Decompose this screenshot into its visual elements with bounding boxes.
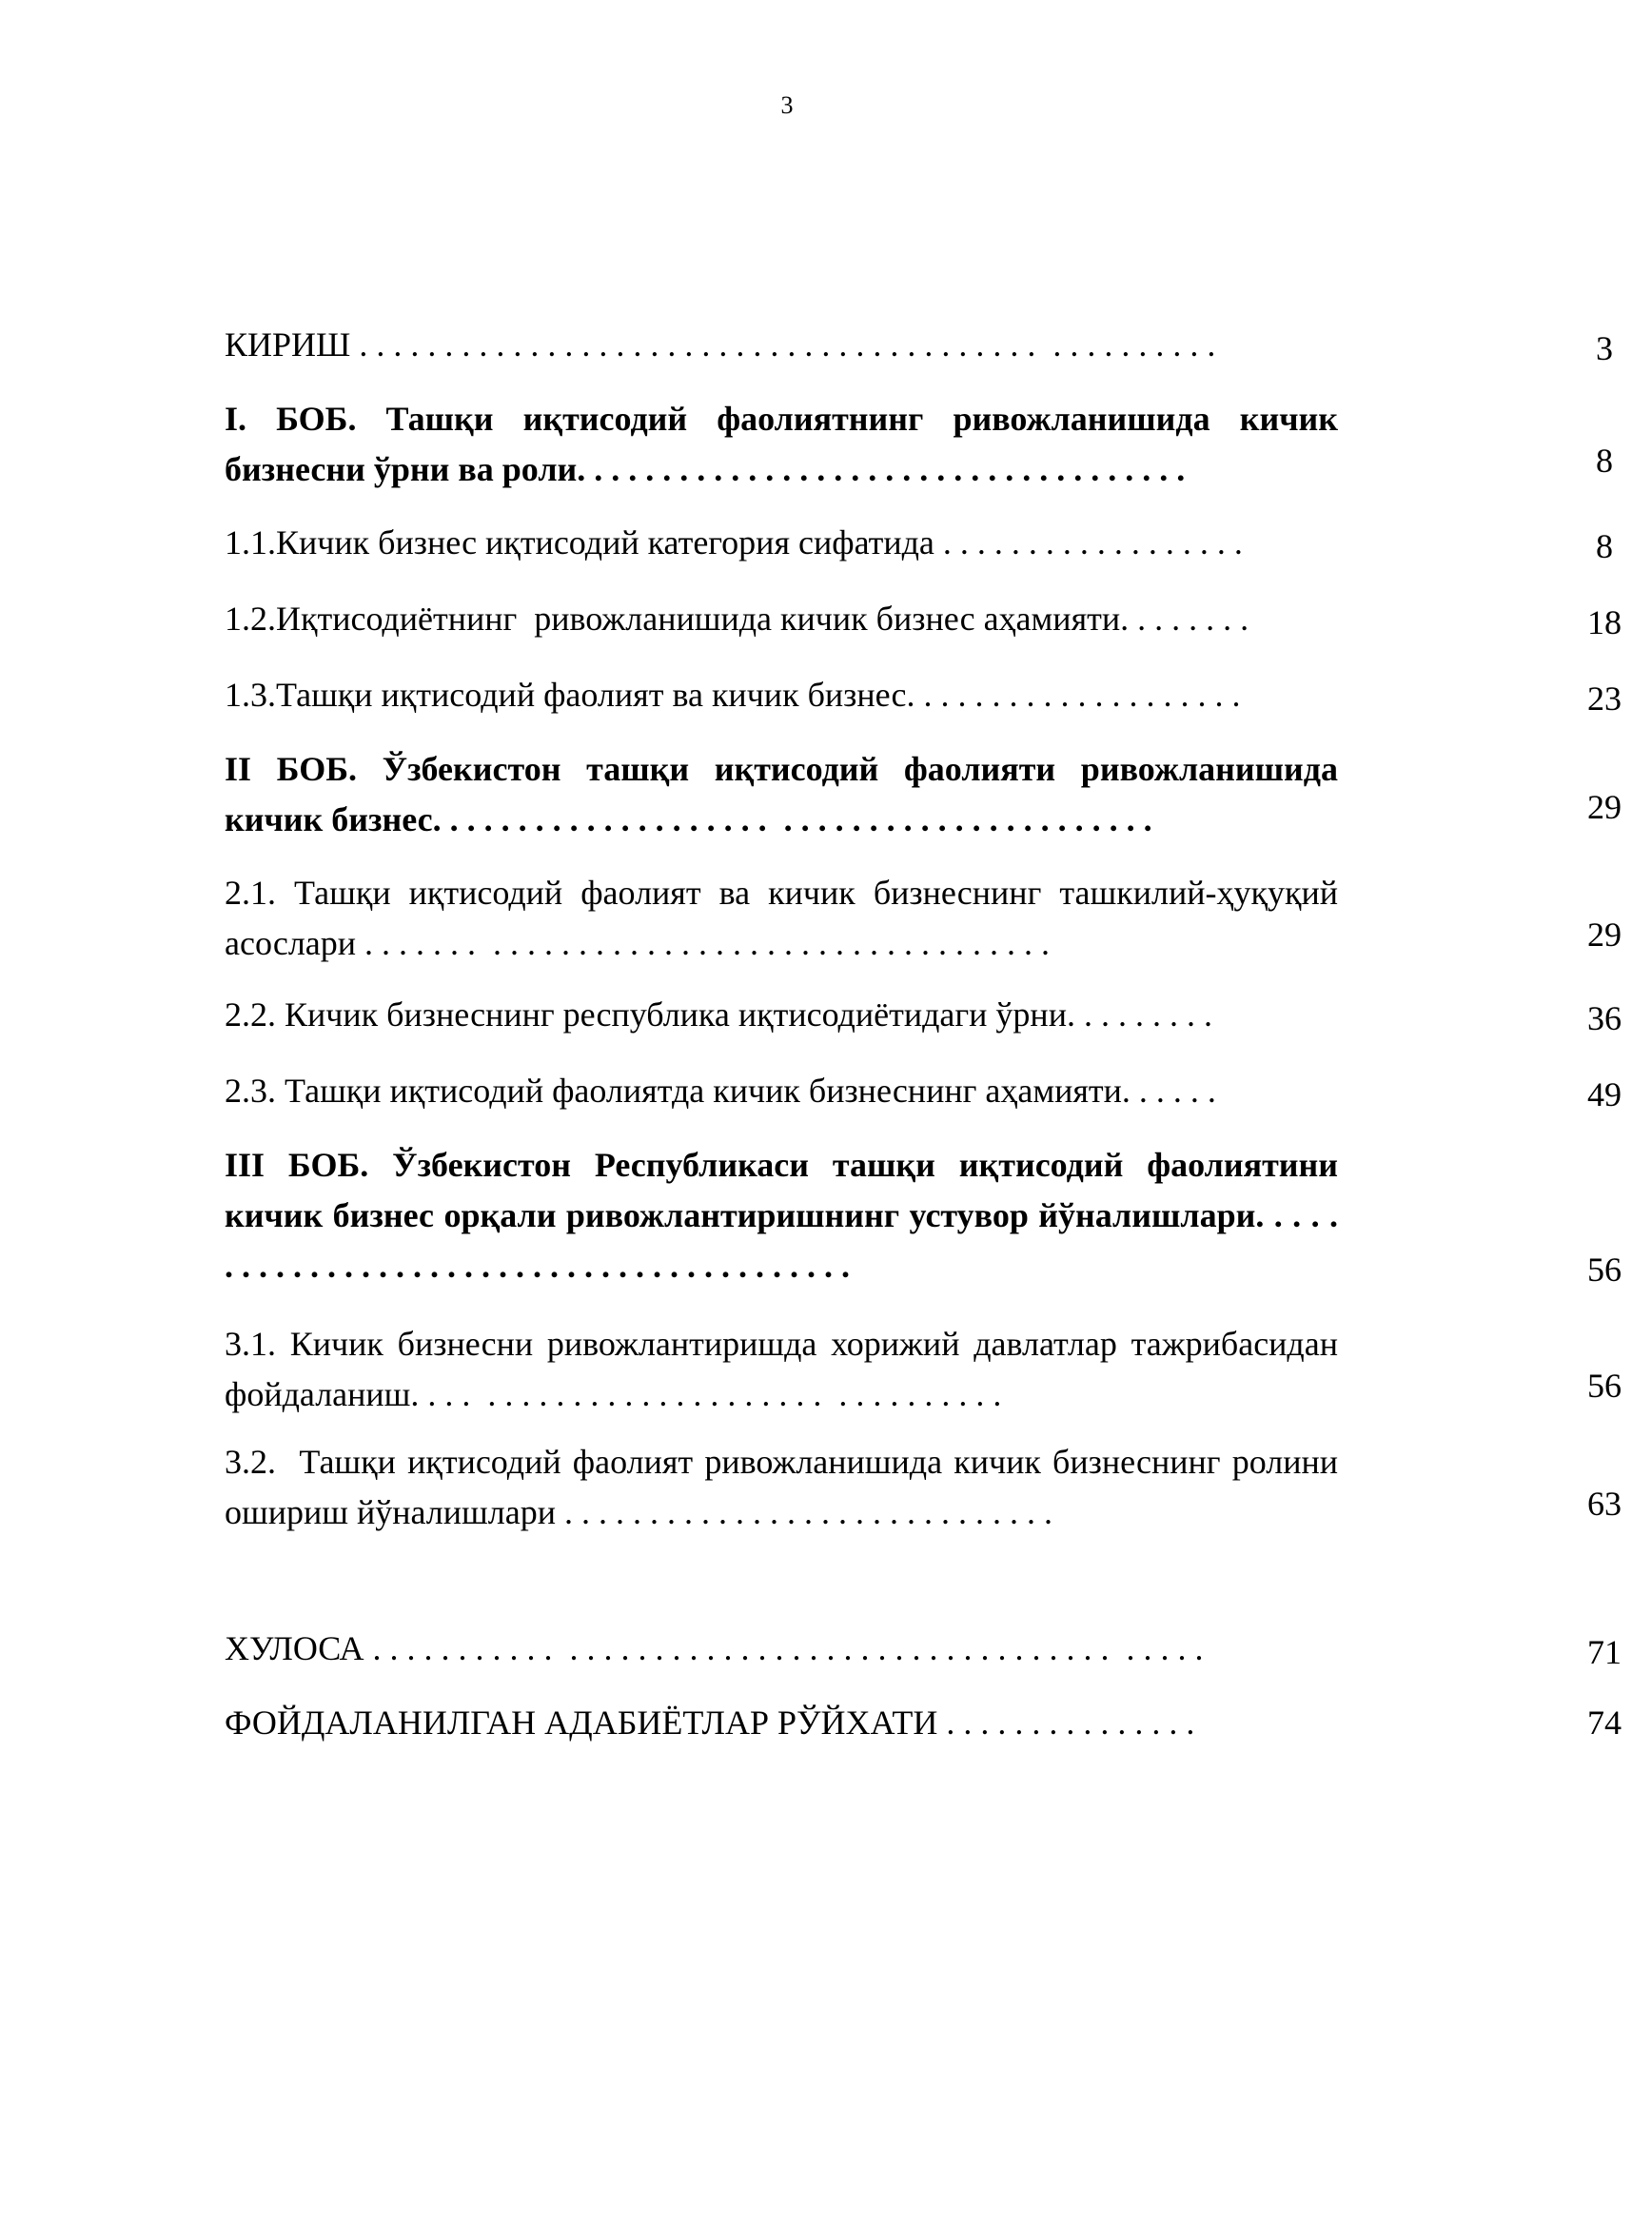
toc-entry-title: 3.2. Ташқи иқтисодий фаолият ривожланишида кичик бизнеснинг ролини ошириш йўналишлари . . . . . . . . . . . . . . . . . . . . . . . . . . . . .: [225, 1443, 1347, 1531]
toc-entry-page: 29: [1587, 788, 1622, 826]
toc-entry-page: 71: [1587, 1633, 1622, 1671]
toc-entry-page: 63: [1587, 1485, 1622, 1523]
toc-entry-chapter-2: [225, 744, 1622, 845]
toc-entry-title: 2.3. Ташқи иқтисодий фаолиятда кичик бизнеснинг аҳамияти. . . . . .: [225, 1072, 1216, 1110]
toc-entry-section-3-2: [225, 1437, 1622, 1538]
toc-entry-page: 74: [1587, 1704, 1622, 1742]
toc-entry-title: 2.2. Кичик бизнеснинг республика иқтисодиётидаги ўрни. . . . . . . . .: [225, 995, 1212, 1034]
toc-entry-page: 8: [1596, 527, 1613, 565]
toc-entry-section-1-2: [225, 594, 1622, 644]
toc-entry-section-1-3: [225, 670, 1622, 720]
toc-entry-title: III БОБ. Ўзбекистон Республикаси ташқи иқтисодий фаолиятини кичик бизнес орқали ривожлантиришнинг устувор йўналишлари. . . . . . . . . . . . . . . . . . . . . . . . . . . . . . . . . . . . . . . . . .: [225, 1146, 1347, 1285]
toc-entry-title: I. БОБ. Ташқи иқтисодий фаолиятнинг ривожланишида кичик бизнесни ўрни ва роли. . . . . . . . . . . . . . . . . . . . . . . . . . . . . . . . . . . .: [225, 400, 1347, 488]
toc-entry-page: 56: [1587, 1251, 1622, 1289]
toc-entry-title: 1.1.Кичик бизнес иқтисодий категория сифатида . . . . . . . . . . . . . . . . . .: [225, 523, 1243, 561]
toc-entry-chapter-3: [225, 1140, 1622, 1291]
toc-entry-page: 3: [1596, 329, 1613, 367]
toc-entry-title: ФОЙДАЛАНИЛГАН АДАБИЁТЛАР РЎЙХАТИ . . . . . . . . . . . . . . .: [225, 1704, 1195, 1742]
toc-entry-page: 8: [1596, 442, 1613, 480]
toc-entry-page: 56: [1587, 1367, 1622, 1405]
toc-entry-title: 3.1. Кичик бизнесни ривожлантиришда хорижий давлатлар тажрибасидан фойдаланиш. . . . . . . . . . . . . . . . . . . . . . . . . . . . . . . . . .: [225, 1325, 1347, 1413]
toc-entry-title: ХУЛОСА . . . . . . . . . . . . . . . . . . . . . . . . . . . . . . . . . . . . . . . . . . . . . . . .: [225, 1629, 1204, 1667]
toc-entry-title: КИРИШ . . . . . . . . . . . . . . . . . . . . . . . . . . . . . . . . . . . . . . . . . . . . . . . . . .: [225, 325, 1216, 364]
toc-entry-title: II БОБ. Ўзбекистон ташқи иқтисодий фаолияти ривожланишида кичик бизнес. . . . . . . . . . . . . . . . . . . . . . . . . . . . . . . . . . . . . . . . . .: [225, 750, 1347, 838]
toc-entry-page: 18: [1587, 603, 1622, 641]
toc-entry-chapter-1: [225, 394, 1613, 495]
toc-entry-page: 29: [1587, 916, 1622, 954]
toc-entry-section-2-3: [225, 1066, 1622, 1116]
toc-entry-page: 49: [1587, 1075, 1622, 1113]
toc-entry-conclusion: [225, 1624, 1622, 1674]
toc-entry-references: [225, 1698, 1622, 1748]
toc-entry-section-2-2: [225, 990, 1622, 1040]
toc-entry-title: 1.2.Иқтисодиётнинг ривожланишида кичик бизнес аҳамияти. . . . . . . .: [225, 600, 1249, 638]
toc-entry-section-1-1: [225, 518, 1613, 568]
toc-entry-section-3-1: [225, 1319, 1622, 1420]
toc-entry-title: 2.1. Ташқи иқтисодий фаолият ва кичик бизнеснинг ташкилий-ҳуқуқий асослари . . . . . . . . . . . . . . . . . . . . . . . . . . . . . . . . . . . . . . . .: [225, 874, 1347, 962]
toc-entry-introduction: [225, 320, 1613, 370]
toc-entry-page: 23: [1587, 680, 1622, 718]
toc-entry-title: 1.3.Ташқи иқтисодий фаолият ва кичик бизнес. . . . . . . . . . . . . . . . . . . .: [225, 676, 1241, 714]
page-number: 3: [780, 91, 794, 119]
toc-entry-page: 36: [1587, 999, 1622, 1037]
toc-entry-section-2-1: [225, 868, 1622, 969]
